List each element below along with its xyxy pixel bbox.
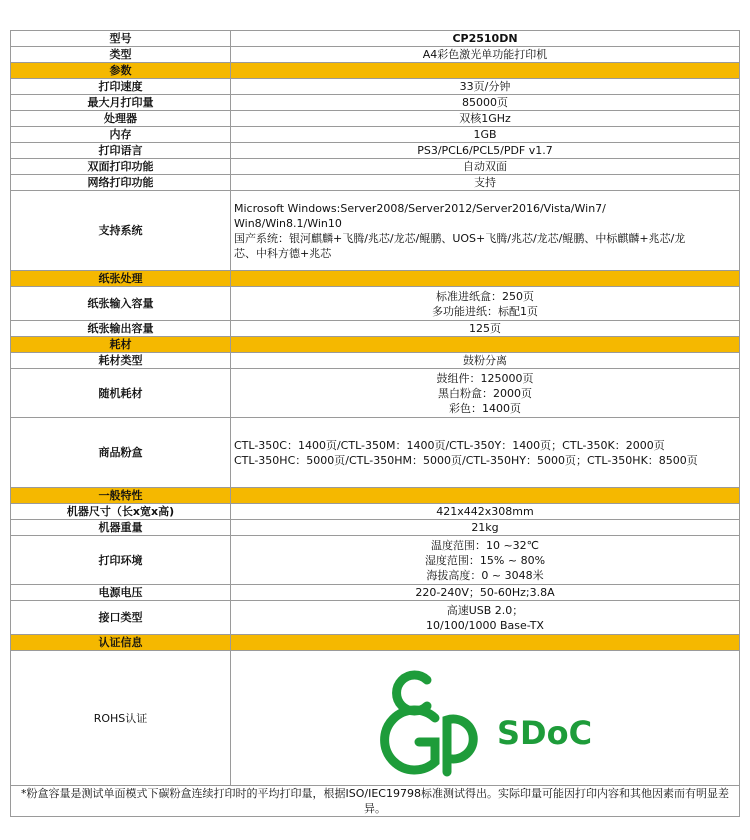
spec-table bbox=[10, 30, 740, 817]
label: 随机耗材 bbox=[11, 369, 231, 418]
label: 处理器 bbox=[11, 111, 231, 127]
section-general bbox=[11, 488, 740, 504]
row-duty bbox=[11, 95, 740, 111]
value: 21kg bbox=[231, 520, 740, 536]
section-consumables bbox=[11, 337, 740, 353]
value: 421x442x308mm bbox=[231, 504, 740, 520]
section-title: 一般特性 bbox=[11, 488, 231, 504]
row-paper-output bbox=[11, 321, 740, 337]
value: 125页 bbox=[231, 321, 740, 337]
row-lang bbox=[11, 143, 740, 159]
value: PS3/PCL6/PCL5/PDF v1.7 bbox=[231, 143, 740, 159]
value-line: 黑白粉盒：2000页 bbox=[438, 386, 532, 400]
label: ROHS认证 bbox=[11, 651, 231, 786]
row-network bbox=[11, 175, 740, 191]
value-line: CTL-350HC：5000页/CTL-350HM：5000页/CTL-350HY：5000页；CTL-350HK：8500页 bbox=[234, 453, 698, 467]
value: 支持 bbox=[231, 175, 740, 191]
value: 鼓粉分离 bbox=[231, 353, 740, 369]
section-params bbox=[11, 63, 740, 79]
row-power bbox=[11, 585, 740, 601]
label: 纸张输出容量 bbox=[11, 321, 231, 337]
value-line: 温度范围：10 ~32℃ bbox=[430, 538, 540, 552]
value: A4彩色激光单功能打印机 bbox=[231, 47, 740, 63]
row-duplex bbox=[11, 159, 740, 175]
row-os bbox=[11, 191, 740, 271]
row-consumable-type bbox=[11, 353, 740, 369]
value bbox=[231, 369, 740, 418]
value-line: 彩色：1400页 bbox=[449, 401, 521, 415]
label: 最大月打印量 bbox=[11, 95, 231, 111]
value-line: 10/100/1000 Base-TX bbox=[426, 618, 544, 632]
os-line: 芯、中科方德+兆芯 bbox=[234, 246, 332, 260]
value bbox=[231, 418, 740, 488]
value: 1GB bbox=[231, 127, 740, 143]
label: 纸张输入容量 bbox=[11, 287, 231, 321]
section-paper bbox=[11, 271, 740, 287]
row-model bbox=[11, 31, 740, 47]
label: 内存 bbox=[11, 127, 231, 143]
section-title: 认证信息 bbox=[11, 635, 231, 651]
section-fill bbox=[231, 63, 740, 79]
value-line: 鼓组件：125000页 bbox=[436, 371, 534, 385]
value: 220-240V；50-60Hz;3.8A bbox=[231, 585, 740, 601]
value-line: CTL-350C：1400页/CTL-350M：1400页/CTL-350Y：1400页；CTL-350K：2000页 bbox=[234, 438, 665, 452]
label: 机器尺寸（长x宽x高) bbox=[11, 504, 231, 520]
label: 打印语言 bbox=[11, 143, 231, 159]
value-line: 高速USB 2.0； bbox=[446, 603, 524, 617]
os-line: 国产系统：银河麒麟+飞腾/兆芯/龙芯/鲲鹏、UOS+飞腾/兆芯/龙芯/鲲鹏、中标麒麟+兆芯/龙 bbox=[234, 231, 686, 245]
section-fill bbox=[231, 271, 740, 287]
label: 打印速度 bbox=[11, 79, 231, 95]
row-cpu bbox=[11, 111, 740, 127]
value: 双核1GHz bbox=[231, 111, 740, 127]
label: 接口类型 bbox=[11, 601, 231, 635]
value bbox=[231, 191, 740, 271]
value bbox=[231, 536, 740, 585]
label: 打印环境 bbox=[11, 536, 231, 585]
label: 类型 bbox=[11, 47, 231, 63]
label: 耗材类型 bbox=[11, 353, 231, 369]
value: 85000页 bbox=[231, 95, 740, 111]
value: 33页/分钟 bbox=[231, 79, 740, 95]
value: CP2510DN bbox=[231, 31, 740, 47]
section-title: 参数 bbox=[11, 63, 231, 79]
logo-text: SDoC bbox=[497, 714, 593, 752]
section-fill bbox=[231, 635, 740, 651]
section-fill bbox=[231, 337, 740, 353]
value bbox=[231, 601, 740, 635]
footnote: *粉盒容量是测试单面模式下碳粉盒连续打印时的平均打印量，根据ISO/IEC19798标准测试得出。实际印量可能因打印内容和其他因素而有明显差异。 bbox=[11, 786, 740, 817]
row-toner bbox=[11, 418, 740, 488]
row-interface bbox=[11, 601, 740, 635]
os-line: Microsoft Windows:Server2008/Server2012/Server2016/Vista/Win7/ bbox=[234, 201, 606, 215]
os-line: Win8/Win8.1/Win10 bbox=[234, 216, 342, 230]
row-size bbox=[11, 504, 740, 520]
value: 自动双面 bbox=[231, 159, 740, 175]
row-speed bbox=[11, 79, 740, 95]
section-title: 纸张处理 bbox=[11, 271, 231, 287]
label: 机器重量 bbox=[11, 520, 231, 536]
row-rohs bbox=[11, 651, 740, 786]
value-line: 多功能进纸：标配1页 bbox=[432, 304, 538, 318]
row-env bbox=[11, 536, 740, 585]
label: 电源电压 bbox=[11, 585, 231, 601]
section-cert bbox=[11, 635, 740, 651]
label: 支持系统 bbox=[11, 191, 231, 271]
label: 型号 bbox=[11, 31, 231, 47]
value-line: 海拔高度：0 ~ 3048米 bbox=[426, 568, 544, 582]
value bbox=[231, 287, 740, 321]
row-footnote bbox=[11, 786, 740, 817]
row-bundled bbox=[11, 369, 740, 418]
label: 网络打印功能 bbox=[11, 175, 231, 191]
row-weight bbox=[11, 520, 740, 536]
value-line: 湿度范围：15% ~ 80% bbox=[424, 553, 546, 567]
section-fill bbox=[231, 488, 740, 504]
row-memory bbox=[11, 127, 740, 143]
label: 双面打印功能 bbox=[11, 159, 231, 175]
rohs-logo-cell bbox=[231, 651, 740, 786]
section-title: 耗材 bbox=[11, 337, 231, 353]
row-paper-input bbox=[11, 287, 740, 321]
value-line: 标准进纸盒：250页 bbox=[436, 289, 534, 303]
label: 商品粉盒 bbox=[11, 418, 231, 488]
sdoc-logo-icon bbox=[375, 658, 595, 778]
row-type bbox=[11, 47, 740, 63]
